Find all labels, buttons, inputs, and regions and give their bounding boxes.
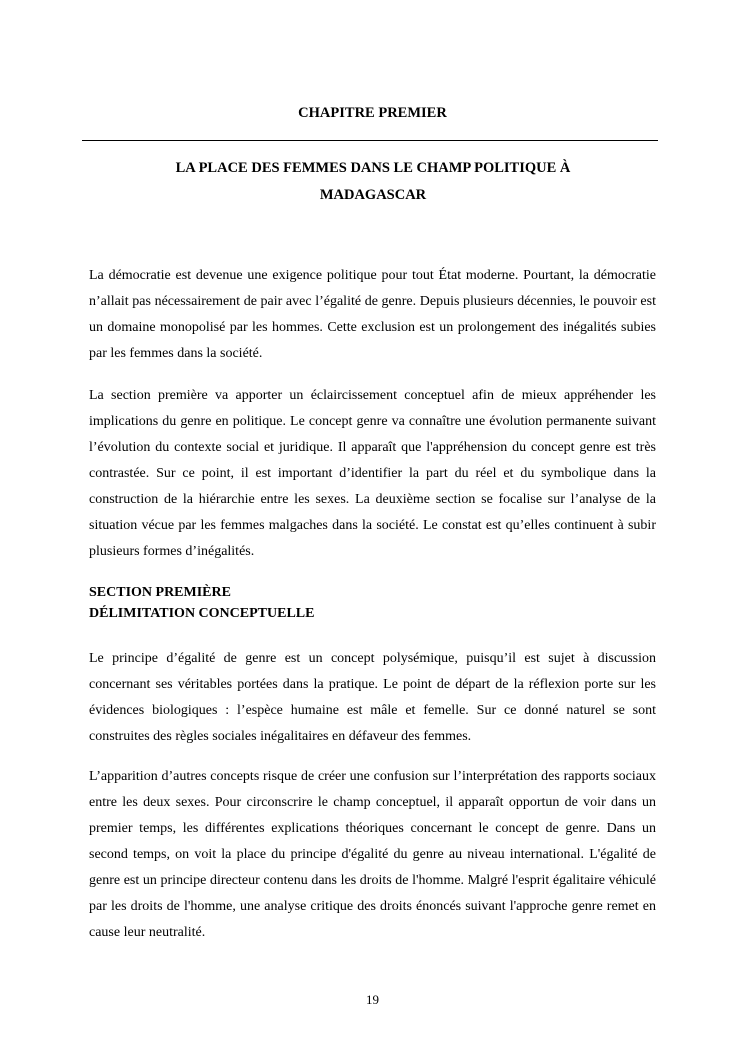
intro-paragraph: La section première va apporter un éclaircissement conceptuel afin de mieux appréhender les implications du genre en politique. Le concept genre va connaître une évolution permanente suivant l’évolution du contexte social et juridique. Il apparaît que l'appréhension du concept genre est très contrastée. Sur ce point, il est important d’identifier la part du réel et du symbolique dans la construction de la hiérarchie entre les sexes. La deuxième section se focalise sur l’analyse de la situation vécue par les femmes malgaches dans la société. Le constat est qu’elles continuent à subir plusieurs formes d’inégalités. [89, 388, 656, 559]
intro-paragraph-1-block [89, 263, 656, 367]
title-divider [82, 140, 658, 141]
chapter-title-line-2: MADAGASCAR [319, 187, 427, 203]
section-paragraph: L’apparition d’autres concepts risque de créer une confusion sur l’interprétation des rapports sociaux entre les deux sexes. Pour circonscrire le champ conceptuel, il apparaît opportun de voir dans un premier temps, les différentes explications théoriques concernant le concept de genre. Dans un second temps, on voit la place du principe d'égalité du genre au niveau international. L'égalité de genre est un principe directeur contenu dans les droits de l'homme. Malgré l'esprit égalitaire véhiculé par les droits de l'homme, une analyse critique des droits énoncés suivant l'approche genre remet en cause leur neutralité. [89, 769, 656, 940]
section-paragraph-2-block [89, 764, 656, 946]
intro-paragraph: La démocratie est devenue une exigence politique pour tout État moderne. Pourtant, la démocratie n’allait pas nécessairement de pair avec l’égalité de genre. Depuis plusieurs décennies, le pouvoir est un domaine monopolisé par les hommes. Cette exclusion est un prolongement des inégalités subies par les femmes dans la société. [89, 268, 656, 361]
section-title: DÉLIMITATION CONCEPTUELLE [89, 606, 315, 621]
intro-paragraph-2-block [89, 383, 656, 565]
chapter-title-line-1: LA PLACE DES FEMMES DANS LE CHAMP POLITIQUE À [175, 160, 571, 176]
section-paragraph: Le principe d’égalité de genre est un concept polysémique, puisqu’il est sujet à discussion concernant ses véritables portées dans la pratique. Le point de départ de la réflexion porte sur les évidences biologiques : l’espèce humaine est mâle et femelle. Sur ce donné naturel se sont construites des règles sociales inégalitaires en défaveur des femmes. [89, 651, 656, 744]
chapter-title [90, 155, 656, 209]
page-number: 19 [366, 992, 379, 1007]
chapter-label: CHAPITRE PREMIER [298, 105, 447, 121]
section-paragraph-1-block [89, 646, 656, 750]
section-label: SECTION PREMIÈRE [89, 585, 231, 600]
section-heading [89, 582, 656, 624]
